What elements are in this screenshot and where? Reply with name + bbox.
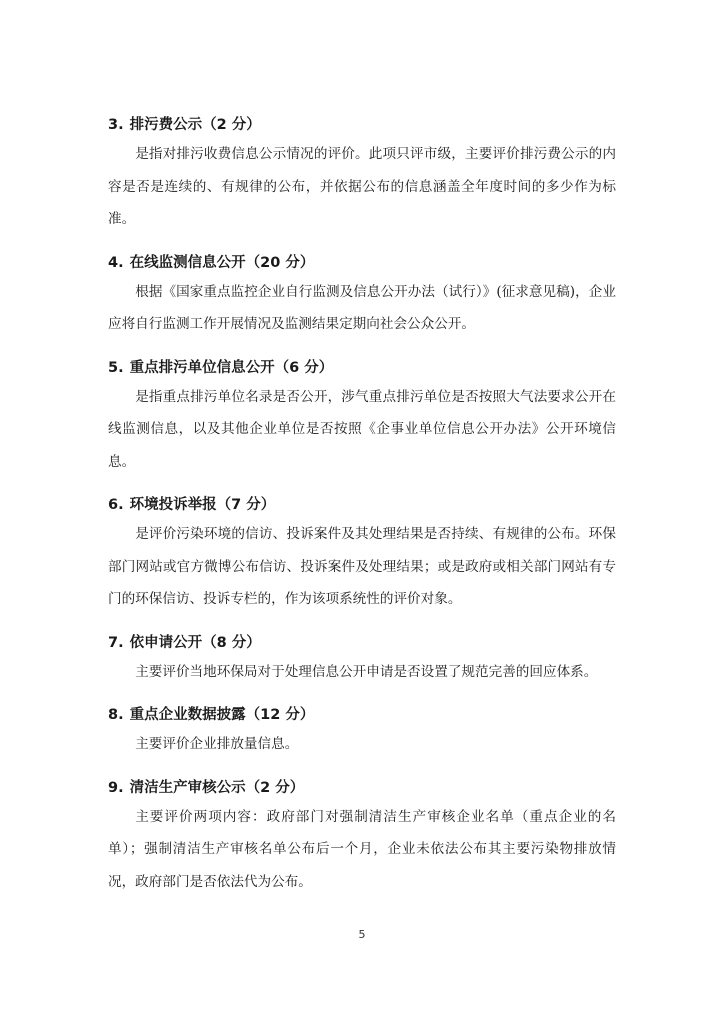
section-heading bbox=[108, 775, 616, 801]
section-number: 5. bbox=[108, 359, 124, 376]
section-body: 是评价污染环境的信访、投诉案件及其处理结果是否持续、有规律的公布。环保部门网站或官方微博公布信访、投诉案件及处理结果；或是政府或相关部门网站有专门的环保信访、投诉专栏的，作为该项系统性的评价对象。 bbox=[108, 526, 616, 607]
section-title: 重点企业数据披露（12 分） bbox=[129, 707, 315, 723]
section-8 bbox=[108, 702, 616, 761]
section-7 bbox=[108, 630, 616, 689]
section-heading bbox=[108, 355, 616, 381]
section-3 bbox=[108, 112, 616, 236]
section-heading bbox=[108, 492, 616, 518]
section-6 bbox=[108, 492, 616, 616]
section-number: 3. bbox=[108, 117, 124, 133]
section-heading bbox=[108, 630, 616, 656]
section-title: 清洁生产审核公示（2 分） bbox=[129, 779, 305, 796]
section-title: 在线监测信息公开（20 分） bbox=[129, 254, 315, 271]
section-9 bbox=[108, 775, 616, 899]
section-title: 依申请公开（8 分） bbox=[129, 634, 261, 651]
section-body: 是指重点排污单位名录是否公开，涉气重点排污单位是否按照大气法要求公开在线监测信息，以及其他企业单位是否按照《企事业单位信息公开办法》公开环境信息。 bbox=[108, 388, 616, 470]
section-5 bbox=[108, 355, 616, 479]
section-body: 主要评价当地环保局对于处理信息公开申请是否设置了规范完善的回应体系。 bbox=[135, 663, 598, 680]
section-body: 主要评价企业排放量信息。 bbox=[135, 736, 299, 752]
section-body: 根据《国家重点监控企业自行监测及信息公开办法（试行）》(征求意见稿)，企业应将自行监测工作开展情况及监测结果定期向社会公众公开。 bbox=[108, 283, 616, 332]
section-body: 主要评价两项内容：政府部门对强制清洁生产审核企业名单（重点企业的名单）；强制清洁生产审核名单公布后一个月，企业未依法公布其主要污染物排放情况，政府部门是否依法代为公布。 bbox=[108, 808, 616, 890]
section-title: 环境投诉举报（7 分） bbox=[129, 497, 276, 513]
section-number: 9. bbox=[108, 779, 124, 796]
section-number: 7. bbox=[108, 634, 124, 651]
section-number: 8. bbox=[108, 707, 124, 723]
section-title: 排污费公示（2 分） bbox=[129, 117, 261, 133]
section-heading bbox=[108, 702, 616, 728]
section-title: 重点排污单位信息公开（6 分） bbox=[129, 359, 334, 376]
section-heading bbox=[108, 112, 616, 138]
section-number: 4. bbox=[108, 254, 124, 271]
section-body: 是指对排污收费信息公示情况的评价。此项只评市级，主要评价排污费公示的内容是否是连续的、有规律的公布，并依据公布的信息涵盖全年度时间的多少作为标准。 bbox=[108, 146, 616, 227]
page-number: 5 bbox=[358, 928, 366, 941]
section-4 bbox=[108, 250, 616, 341]
section-heading bbox=[108, 250, 616, 276]
section-number: 6. bbox=[108, 497, 124, 513]
document-content bbox=[108, 112, 616, 898]
